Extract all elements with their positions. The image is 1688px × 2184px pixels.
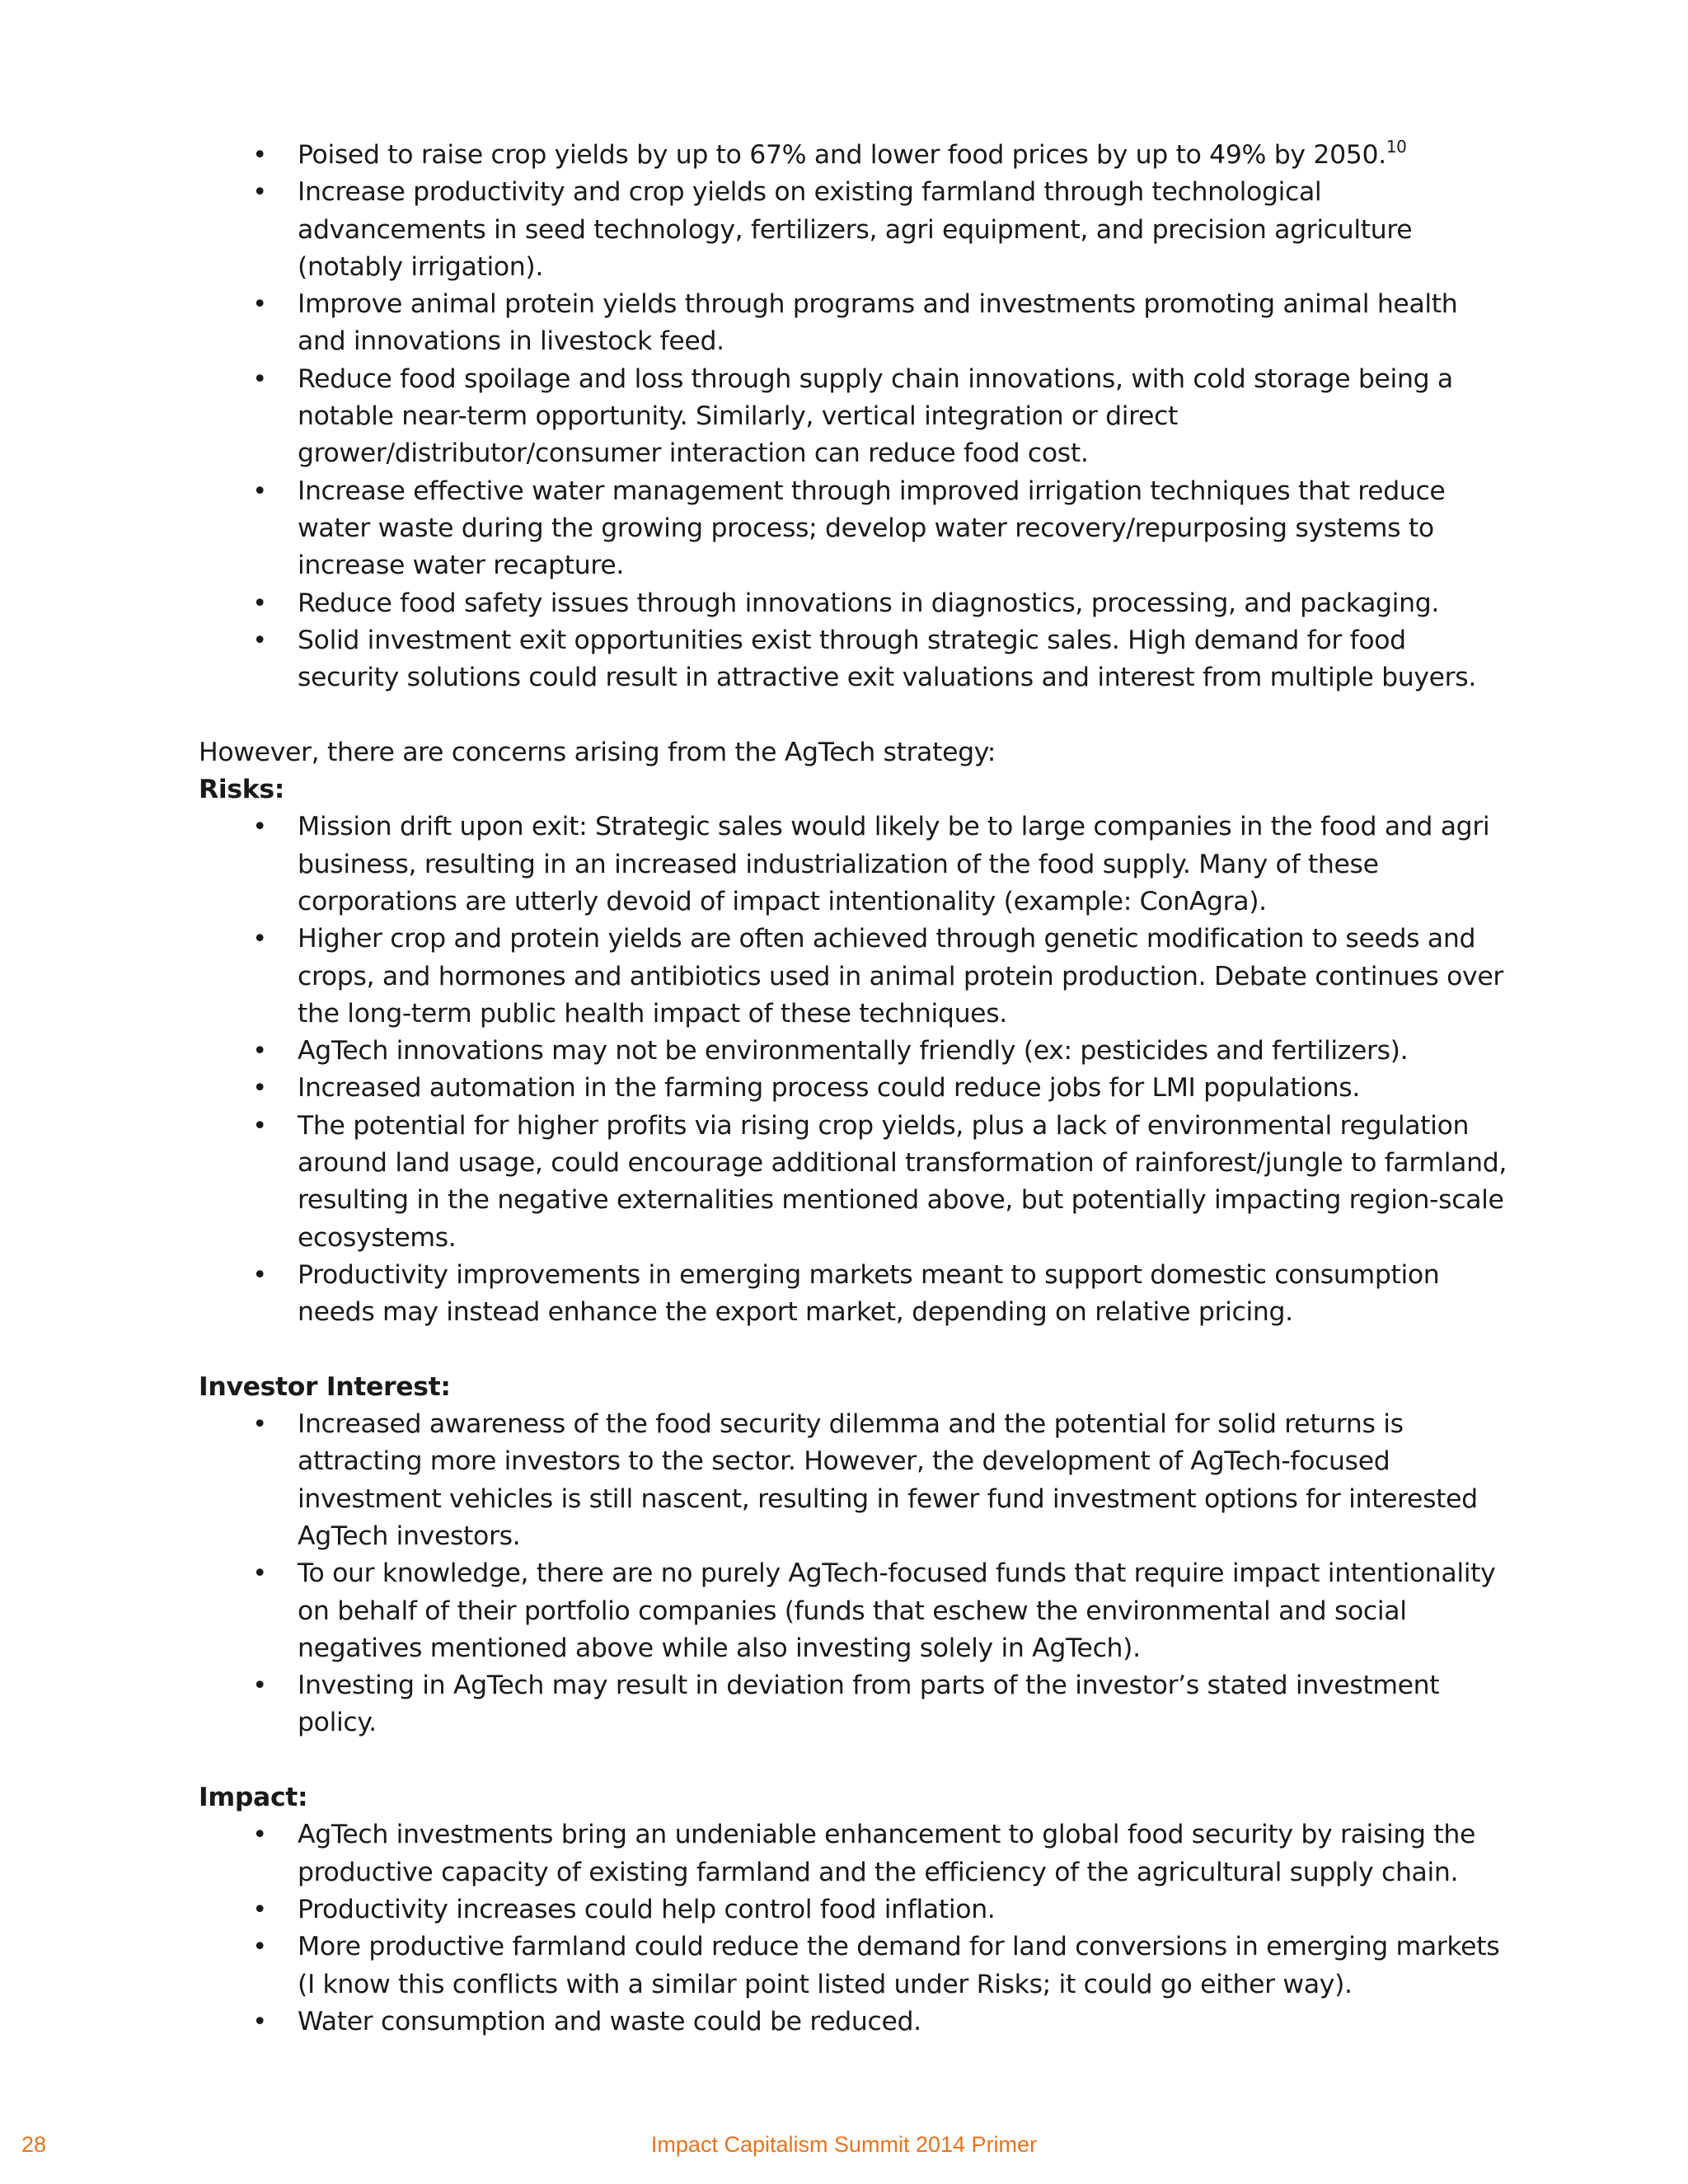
list-item — [199, 1667, 1509, 1742]
bullet-icon: • — [252, 141, 267, 170]
bullet-icon: • — [252, 1037, 267, 1066]
paragraph-gap — [199, 1332, 1509, 1369]
list-item — [199, 473, 1509, 585]
bullet-icon: • — [252, 476, 267, 506]
list-item-text: AgTech innovations may not be environmentally friendly (ex: pesticides and fertilizers). — [298, 1036, 1409, 1066]
concerns-intro: However, there are concerns arising from the AgTech strategy: — [199, 737, 996, 767]
opening-bullet-list — [199, 137, 1509, 696]
bullet-icon: • — [252, 1260, 267, 1290]
list-item-text: Increase productivity and crop yields on existing farmland through technological advancements in seed technology, fertilizers, agri equipment, and precision agriculture (notably irrigation). — [298, 177, 1413, 282]
bullet-icon: • — [252, 364, 267, 394]
list-item-text: Reduce food safety issues through innovations in diagnostics, processing, and packaging. — [298, 588, 1440, 618]
bullet-icon: • — [252, 1933, 267, 1962]
bullet-icon: • — [252, 1895, 267, 1924]
list-item — [199, 1108, 1509, 1257]
list-item — [199, 1033, 1509, 1070]
bullet-icon: • — [252, 2007, 267, 2036]
bullet-icon: • — [252, 1410, 267, 1440]
list-item-text: Productivity increases could help control food inflation. — [298, 1894, 996, 1924]
list-item-text: Increased automation in the farming process could reduce jobs for LMI populations. — [298, 1073, 1361, 1104]
list-item-text: The potential for higher profits via rising crop yields, plus a lack of environmental regulation around land usage, could encourage additional transformation of rainforest/jungle to farmland, resulting in the negative externalities mentioned above, but potentially impacting region-scale ecosystems. — [298, 1110, 1507, 1253]
bullet-icon: • — [252, 1821, 267, 1850]
list-item — [199, 361, 1509, 473]
paragraph-gap — [199, 1742, 1509, 1779]
list-item-text: Water consumption and waste could be reduced. — [298, 2006, 921, 2036]
list-item — [199, 1406, 1509, 1555]
page-body — [199, 137, 1509, 2041]
list-item-text: Increased awareness of the food security dilemma and the potential for solid returns is attracting more investors to the sector. However, the development of AgTech-focused investment vehicles is still nascent, resulting in fewer fund investment options for interested AgTech investors. — [298, 1409, 1478, 1551]
footnote-reference[interactable]: 10 — [1386, 136, 1407, 157]
list-item-text: AgTech investments bring an undeniable enhancement to global food security by raising the productive capacity of existing farmland and the efficiency of the agricultural supply chain. — [298, 1820, 1475, 1887]
list-item — [199, 2004, 1509, 2041]
list-item — [199, 174, 1509, 286]
list-item-text: Improve animal protein yields through programs and investments promoting animal health and innovations in livestock feed. — [298, 289, 1458, 357]
footer-title: Impact Capitalism Summit 2014 Primer — [650, 2132, 1038, 2157]
list-item-text: More productive farmland could reduce the demand for land conversions in emerging markets (I know this conflicts with a similar point listed under Risks; it could go either way). — [298, 1932, 1500, 1999]
list-item — [199, 808, 1509, 921]
list-item — [199, 1070, 1509, 1107]
bullet-icon: • — [252, 626, 267, 655]
bullet-icon: • — [252, 1074, 267, 1104]
list-item — [199, 1929, 1509, 2004]
bullet-icon: • — [252, 1671, 267, 1701]
list-item-text: Productivity improvements in emerging markets meant to support domestic consumption needs may instead enhance the export market, depending on relative pricing. — [298, 1259, 1440, 1328]
list-item — [199, 585, 1509, 622]
bullet-icon: • — [252, 925, 267, 954]
list-item — [199, 1257, 1509, 1332]
investor-interest-list — [199, 1406, 1509, 1742]
investor-interest-heading: Investor Interest: — [199, 1371, 451, 1402]
list-item-text: Solid investment exit opportunities exist through strategic sales. High demand for food security solutions could result in attractive exit valuations and interest from multiple buyers. — [298, 625, 1476, 693]
list-item — [199, 1891, 1509, 1929]
list-item-text: Reduce food spoilage and loss through supply chain innovations, with cold storage being a notable near-term opportunity. Similarly, vertical integration or direct grower/distributor/consumer interaction can reduce food cost. — [298, 363, 1453, 469]
list-item — [199, 1555, 1509, 1667]
impact-heading: Impact: — [199, 1783, 308, 1813]
list-item — [199, 286, 1509, 361]
list-item — [199, 137, 1509, 174]
paragraph-gap — [199, 696, 1509, 733]
list-item-text: Higher crop and protein yields are often achieved through genetic modification to seeds and crops, and hormones and antibiotics used in animal protein production. Debate continues over the long-term public health impact of these techniques. — [298, 924, 1503, 1029]
bullet-icon: • — [252, 178, 267, 208]
list-item-text: Increase effective water management through improved irrigation techniques that reduce water waste during the growing process; develop water recovery/repurposing systems to increase water recapture. — [298, 476, 1446, 581]
list-item — [199, 1816, 1509, 1891]
list-item-text: To our knowledge, there are no purely AgTech-focused funds that require impact intentionality on behalf of their portfolio companies (funds that eschew the environmental and social negatives mentioned above while also investing solely in AgTech). — [298, 1558, 1496, 1663]
impact-list — [199, 1816, 1509, 2041]
list-item — [199, 921, 1509, 1033]
bullet-icon: • — [252, 813, 267, 842]
bullet-icon: • — [252, 588, 267, 618]
bullet-icon: • — [252, 1111, 267, 1141]
list-item — [199, 622, 1509, 697]
bullet-icon: • — [252, 290, 267, 320]
list-item-text: Poised to raise crop yields by up to 67% and lower food prices by up to 49% by 2050. — [298, 140, 1386, 170]
bullet-icon: • — [252, 1559, 267, 1589]
list-item-text: Mission drift upon exit: Strategic sales would likely be to large companies in the food and agri business, resulting in an increased industrialization of the food supply. Many of these corporations are utterly devoid of impact intentionality (example: ConAgra). — [298, 812, 1490, 916]
risks-list — [199, 808, 1509, 1331]
risks-heading: Risks: — [199, 775, 284, 805]
list-item-text: Investing in AgTech may result in deviation from parts of the investor’s stated investment policy. — [298, 1671, 1440, 1738]
page-number: 28 — [21, 2132, 47, 2157]
